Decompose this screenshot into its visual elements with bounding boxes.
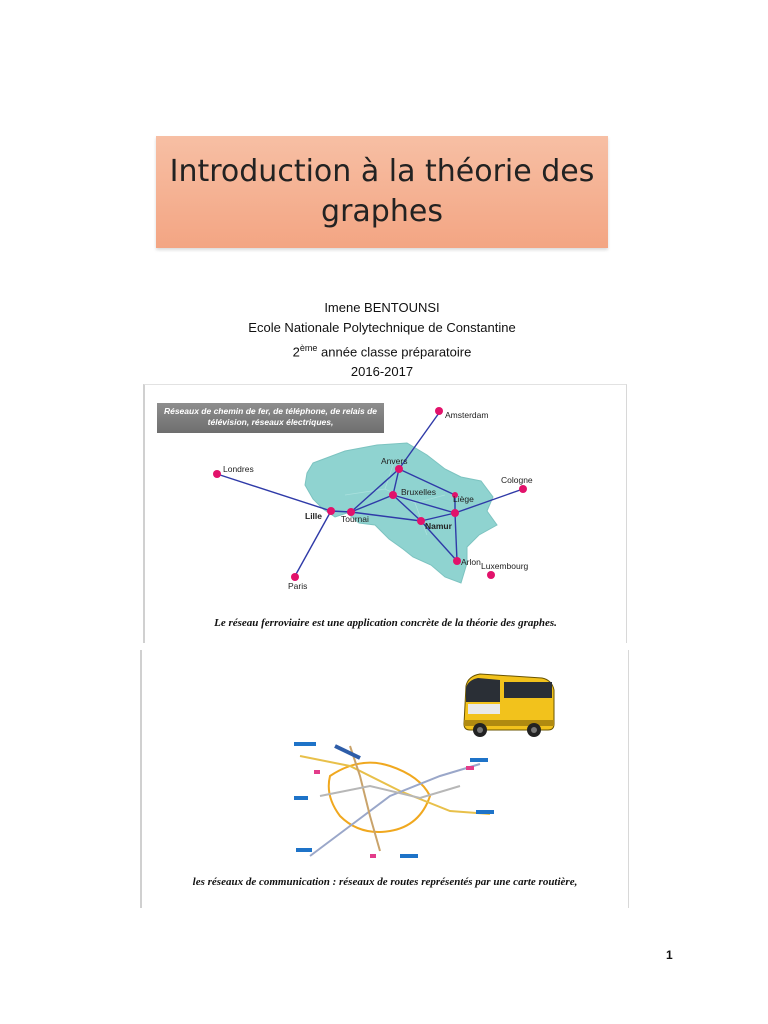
class-year: 2ème année classe préparatoire [292, 343, 472, 360]
label-paris: Paris [288, 581, 308, 591]
node-bruxelles [389, 491, 397, 499]
school-name: Ecole Nationale Polytechnique de Constantine [248, 320, 516, 335]
node-anvers [395, 465, 403, 473]
label-luxembourg: Luxembourg [481, 561, 529, 571]
page-number: 1 [666, 948, 673, 962]
label-bruxelles: Bruxelles [401, 487, 436, 497]
node-cologne [519, 485, 527, 493]
label-cologne: Cologne [501, 475, 533, 485]
label-liege: Liège [453, 494, 474, 504]
railway-figure [143, 384, 627, 643]
node-londres [213, 470, 221, 478]
document-title: Introduction à la théorie des graphes [169, 154, 595, 229]
author-block [156, 298, 608, 382]
title-box [156, 136, 608, 248]
node-namur [417, 517, 425, 525]
node-liege [451, 509, 459, 517]
node-lille [327, 507, 335, 515]
network-types-banner: Réseaux de chemin de fer, de téléphone, de relais de télévision, réseaux électriques, [157, 403, 384, 433]
label-tournai: Tournai [341, 514, 369, 524]
road-network-caption: les réseaux de communication : réseaux de routes représentés par une carte routière, [192, 876, 578, 888]
label-amsterdam: Amsterdam [445, 410, 489, 420]
label-lille: Lille [305, 511, 323, 521]
node-paris [291, 573, 299, 581]
node-luxembourg [487, 571, 495, 579]
railway-caption: Le réseau ferroviaire est une application concrète de la théorie des graphes. [214, 617, 557, 629]
label-londres: Londres [223, 464, 254, 474]
railway-map [145, 385, 626, 643]
bus-image [460, 668, 560, 740]
label-arlon: Arlon [461, 557, 481, 567]
node-arlon [453, 557, 461, 565]
academic-year: 2016-2017 [350, 364, 414, 380]
author-name: Imene BENTOUNSI [324, 300, 440, 315]
label-namur: Namur [425, 521, 452, 531]
label-anvers: Anvers [381, 456, 408, 466]
metro-map-image [290, 736, 500, 866]
road-network-figure [140, 650, 629, 908]
node-amsterdam [435, 407, 443, 415]
